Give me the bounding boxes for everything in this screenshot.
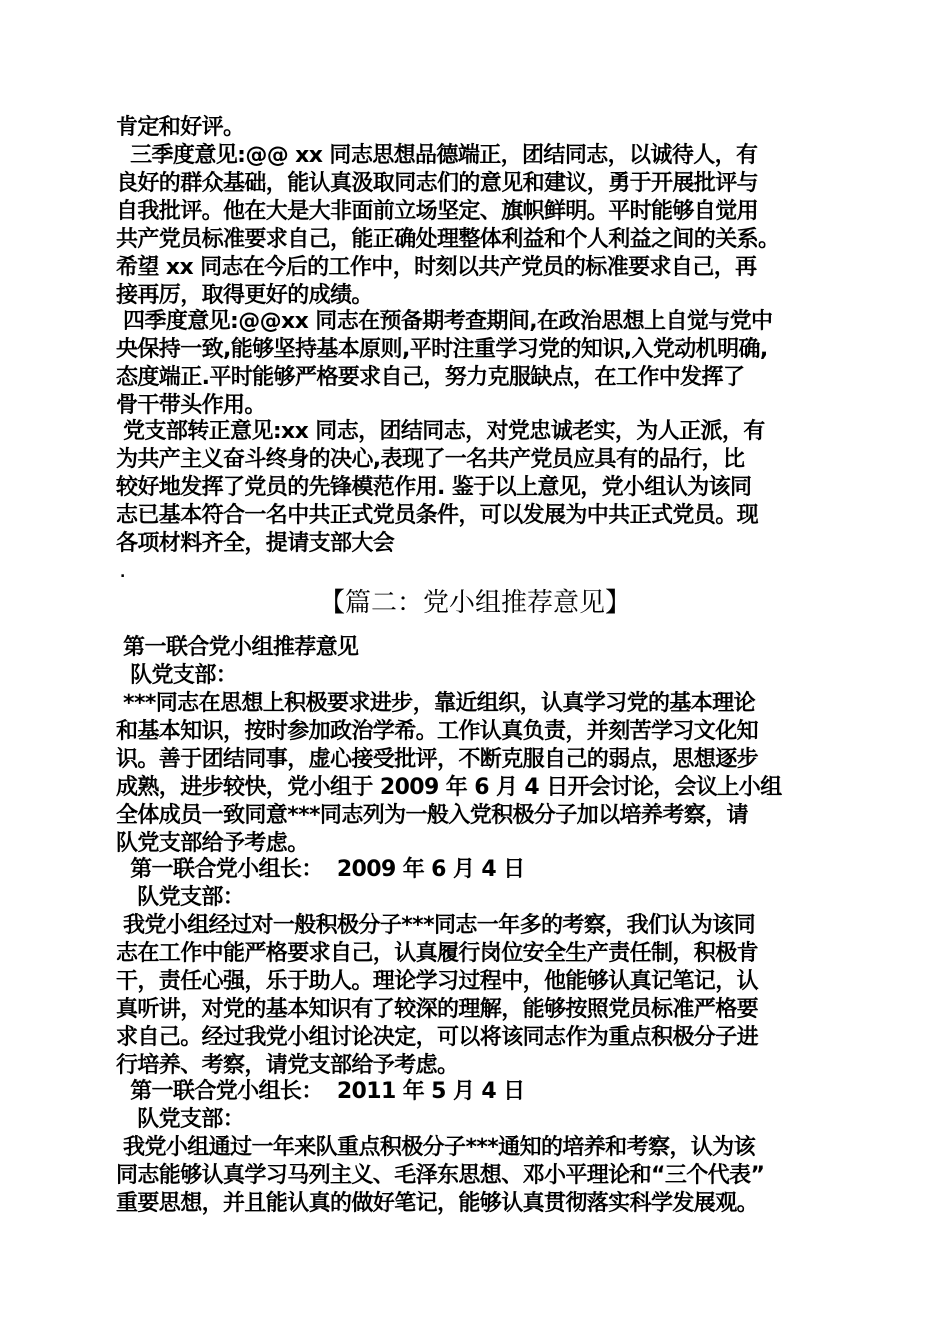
text-line: 同志能够认真学习马列主义、毛泽东思想、邓小平理论和“三个代表” bbox=[116, 1163, 765, 1188]
text-line: 队党支部： bbox=[116, 663, 238, 688]
text-line: ***同志在思想上积极要求进步，靠近组织，认真学习党的基本理论 bbox=[116, 691, 755, 716]
signature-line: 第一联合党小组长： 2009 年 6 月 4 日 bbox=[116, 857, 525, 882]
text-line: 良好的群众基础，能认真汲取同志们的意见和建议，勇于开展批评与 bbox=[116, 171, 759, 196]
text-line: 全体成员一致同意***同志列为一般入党积极分子加以培养考察，请 bbox=[116, 803, 748, 828]
text-line: 行培养、考察，请党支部给予考虑。 bbox=[116, 1053, 459, 1078]
text-line: 接再厉，取得更好的成绩。 bbox=[116, 283, 373, 308]
section-heading: 【篇二：党小组推荐意见】 bbox=[318, 588, 631, 618]
text-line: 自我批评。他在大是大非面前立场坚定、旗帜鲜明。平时能够自觉用 bbox=[116, 199, 759, 224]
text-line: 求自己。经过我党小组讨论决定，可以将该同志作为重点积极分子进 bbox=[116, 1025, 759, 1050]
text-line: 我党小组经过对一般积极分子***同志一年多的考察，我们认为该同 bbox=[116, 913, 755, 938]
text-line: 识。善于团结同事，虚心接受批评，不断克服自己的弱点，思想逐步 bbox=[116, 747, 759, 772]
text-line: 志已基本符合一名中共正式党员条件，可以发展为中共正式党员。现 bbox=[116, 503, 759, 528]
text-line: 成熟，进步较快，党小组于 2009 年 6 月 4 日开会讨论，会议上小组 bbox=[116, 775, 782, 800]
text-line: 第一联合党小组推荐意见 bbox=[116, 635, 359, 660]
text-line: 队党支部给予考虑。 bbox=[116, 831, 309, 856]
text-line: 各项材料齐全，提请支部大会 bbox=[116, 531, 395, 556]
text-line: 较好地发挥了党员的先锋模范作用. 鉴于以上意见，党小组认为该同 bbox=[116, 475, 752, 500]
text-line: 真听讲，对党的基本知识有了较深的理解，能够按照党员标准严格要 bbox=[116, 997, 759, 1022]
text-line: 态度端正.平时能够严格要求自己，努力克服缺点，在工作中发挥了 bbox=[116, 365, 745, 390]
text-line: 队党支部： bbox=[116, 885, 245, 910]
text-line: 党支部转正意见:xx 同志，团结同志，对党忠诚老实，为人正派，有 bbox=[116, 419, 765, 444]
text-line: 四季度意见:@@xx 同志在预备期考查期间,在政治思想上自觉与党中 bbox=[116, 309, 773, 334]
text-line: 央保持一致,能够坚持基本原则,平时注重学习党的知识,入党动机明确, bbox=[116, 337, 768, 362]
text-line: 肯定和好评。 bbox=[116, 115, 245, 140]
text-line: 骨干带头作用。 bbox=[116, 393, 266, 418]
text-line: 重要思想，并且能认真的做好笔记，能够认真贯彻落实科学发展观。 bbox=[116, 1191, 759, 1216]
text-line: 和基本知识，按时参加政治学希。工作认真负责，并刻苦学习文化知 bbox=[116, 719, 759, 744]
text-line: 干，责任心强，乐于助人。理论学习过程中，他能够认真记笔记，认 bbox=[116, 969, 759, 994]
trailing-dot: . bbox=[120, 565, 126, 581]
text-line: 志在工作中能严格要求自己，认真履行岗位安全生产责任制，积极肯 bbox=[116, 941, 759, 966]
text-line: 共产党员标准要求自己，能正确处理整体利益和个人利益之间的关系。 bbox=[116, 227, 780, 252]
signature-line: 第一联合党小组长： 2011 年 5 月 4 日 bbox=[116, 1079, 525, 1104]
text-line: 三季度意见:@@ xx 同志思想品德端正，团结同志，以诚待人，有 bbox=[116, 143, 758, 168]
text-line: 队党支部： bbox=[116, 1107, 245, 1132]
text-line: 希望 xx 同志在今后的工作中，时刻以共产党员的标准要求自己，再 bbox=[116, 255, 757, 280]
text-line: 我党小组通过一年来队重点积极分子***通知的培养和考察，认为该 bbox=[116, 1135, 755, 1160]
text-line: 为共产主义奋斗终身的决心,表现了一名共产党员应具有的品行，比 bbox=[116, 447, 745, 472]
